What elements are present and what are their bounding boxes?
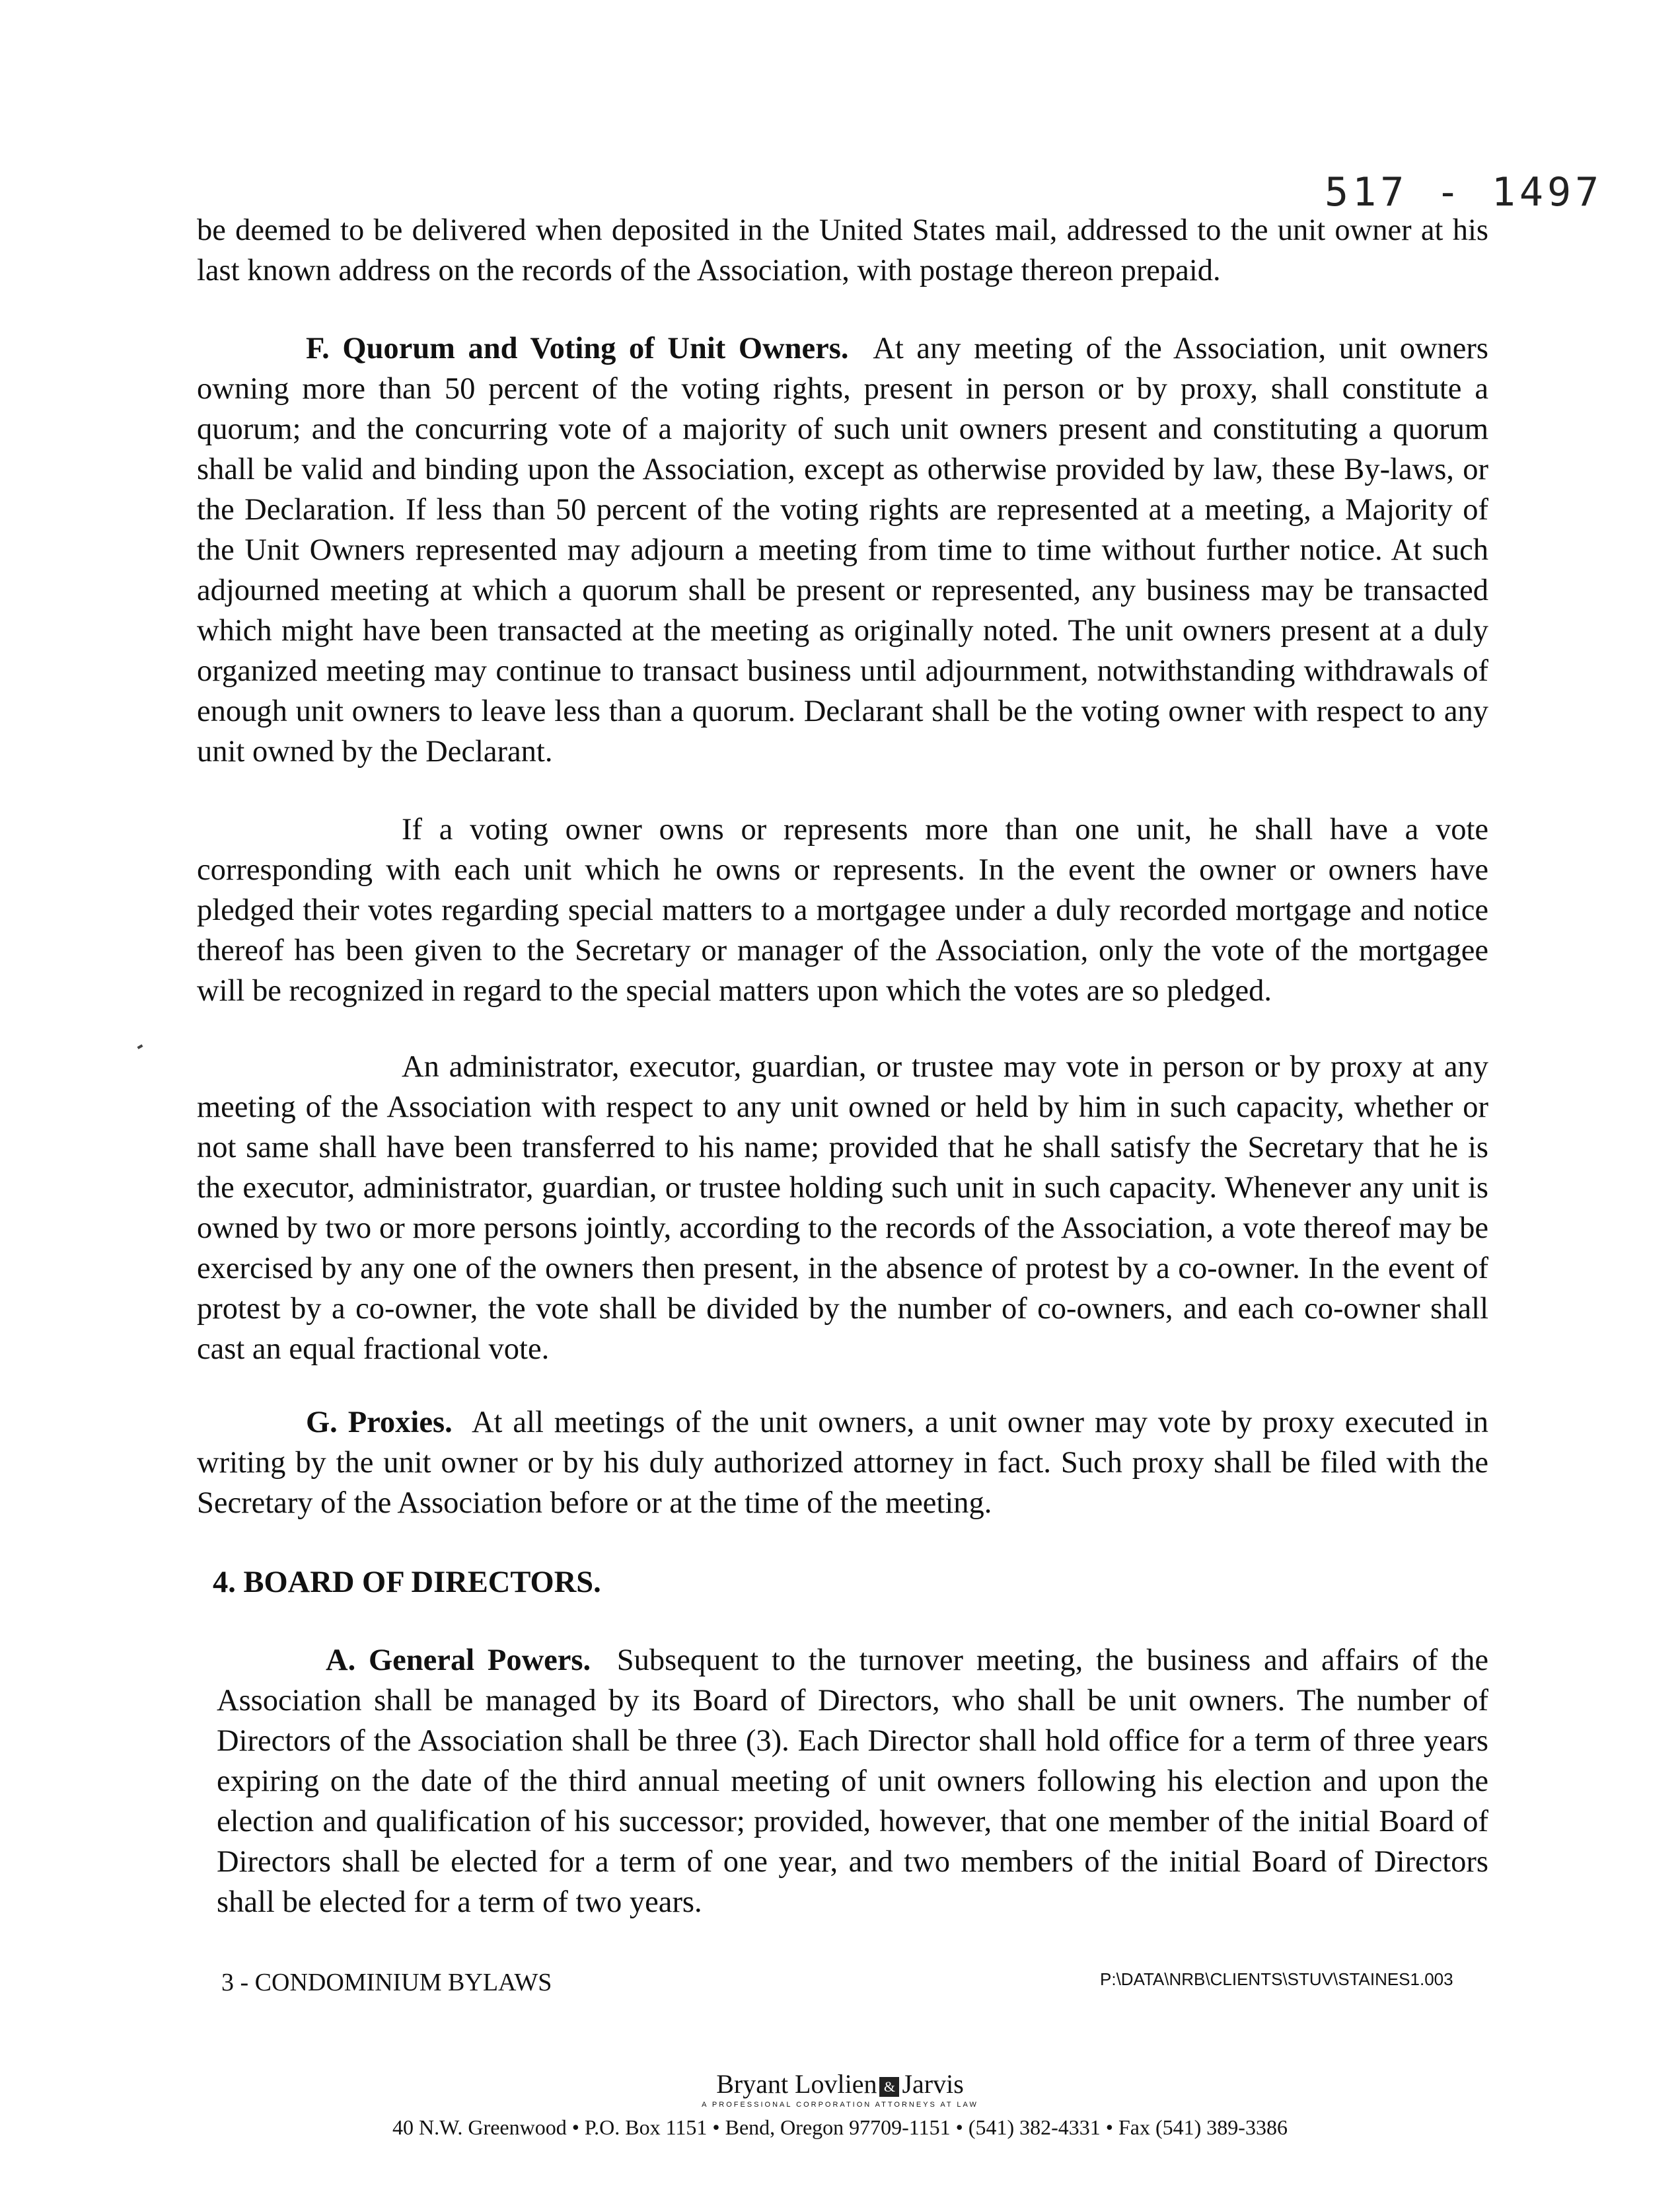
- paragraph-proxies: [197, 1402, 1488, 1523]
- firm-subline: A PROFESSIONAL CORPORATION ATTORNEYS AT LAW: [702, 2101, 978, 2109]
- section-f-heading: F. Quorum and Voting of Unit Owners.: [306, 332, 849, 365]
- document-stamp-number: 517 - 1497: [1325, 169, 1603, 215]
- paragraph-text: be deemed to be delivered when deposited in the United States mail, addressed to the unit owner at his last known address on the records of the Association, with postage thereon prepaid.: [197, 213, 1488, 287]
- paragraph-notice-delivery: [197, 210, 1488, 291]
- paragraph-text: If a voting owner owns or represents more than one unit, he shall have a vote corresponding with each unit which he owns or represents. In the event the owner or owners have pledged their votes regarding special matters to a mortgagee under a duly recorded mortgage and notice thereof has been given to the Secretary or manager of the Association, only the vote of the mortgagee will be recognized in regard to the special matters upon which the votes are so pledged.: [197, 813, 1488, 1008]
- firm-address: 40 N.W. Greenwood • P.O. Box 1151 • Bend, Oregon 97709-1151 • (541) 382-4331 • Fax (541) 389-3386: [392, 2115, 1288, 2139]
- paragraph-administrator: [197, 1047, 1488, 1369]
- footer-page-label: 3 - CONDOMINIUM BYLAWS: [221, 1969, 552, 1996]
- section-4-heading: 4. BOARD OF DIRECTORS.: [213, 1566, 601, 1599]
- paragraph-quorum: [197, 328, 1488, 772]
- paragraph-general-powers: [217, 1640, 1488, 1922]
- section-a-general-powers: [217, 1640, 1488, 1922]
- section-a-heading: A. General Powers.: [326, 1643, 591, 1677]
- firm-logo-icon: &: [879, 2077, 899, 2097]
- scan-mark: [137, 1044, 143, 1049]
- section-g-proxies: [197, 1402, 1488, 1523]
- section-g-text: At all meetings of the unit owners, a unit owner may vote by proxy executed in writing by the unit owner or by his duly authorized attorney in fact. Such proxy shall be filed with the Secretary of the Association before or at the time of the meeting.: [197, 1406, 1489, 1520]
- firm-name-part2: Jarvis: [902, 2069, 964, 2099]
- firm-name-part1: Bryant Lovlien: [716, 2069, 877, 2099]
- paragraph-text: An administrator, executor, guardian, or trustee may vote in person or by proxy at any meeting of the Association with respect to any unit owned or held by him in such capacity, whether or not same shall have been transferred to his name; provided that he shall satisfy the Secretary that he is the executor, administrator, guardian, or trustee holding such unit in such capacity. Whenever any unit is owned by two or more persons jointly, according to the records of the Association, a vote thereof may be exercised by any one of the owners then present, in the absence of protest by a co-owner. In the event of protest by a co-owner, the vote shall be divided by the number of co-owners, and each co-owner shall cast an equal fractional vote.: [197, 1050, 1488, 1366]
- section-f-text: At any meeting of the Association, unit owners owning more than 50 percent of the voting rights, present in person or by proxy, shall constitute a quorum; and the concurring vote of a majority of such unit owners present and constituting a quorum shall be valid and binding upon the Association, except as otherwise provided by law, these By-laws, or the Declaration. If less than 50 percent of the voting rights are represented at a meeting, a Majority of the Unit Owners represented may adjourn a meeting from time to time without further notice. At such adjourned meeting at which a quorum shall be present or represented, any business may be transacted which might have been transacted at the meeting as originally noted. The unit owners present at a duly organized meeting may continue to transact business until adjournment, notwithstanding withdrawals of enough unit owners to leave less than a quorum. Declarant shall be the voting owner with respect to any unit owned by the Declarant.: [197, 332, 1489, 769]
- section-g-heading: G. Proxies.: [306, 1406, 453, 1439]
- firm-name: [0, 2068, 1680, 2099]
- letterhead: [0, 2068, 1680, 2140]
- section-f-quorum: [197, 328, 1488, 772]
- section-a-text: Subsequent to the turnover meeting, the business and affairs of the Association shall be managed by its Board of Directors, who shall be unit owners. The number of Directors of the Association shall be three (3). Each Director shall hold office for a term of three years expiring on the date of the third annual meeting of unit owners following his election and upon the election and qualification of his successor; provided, however, that one member of the initial Board of Directors shall be elected for a term of one year, and two members of the initial Board of Directors shall be elected for a term of two years.: [217, 1643, 1488, 1919]
- footer-file-path: P:\DATA\NRB\CLIENTS\STUV\STAINES1.003: [1100, 1969, 1453, 1989]
- paragraph-multiple-units: [197, 810, 1488, 1011]
